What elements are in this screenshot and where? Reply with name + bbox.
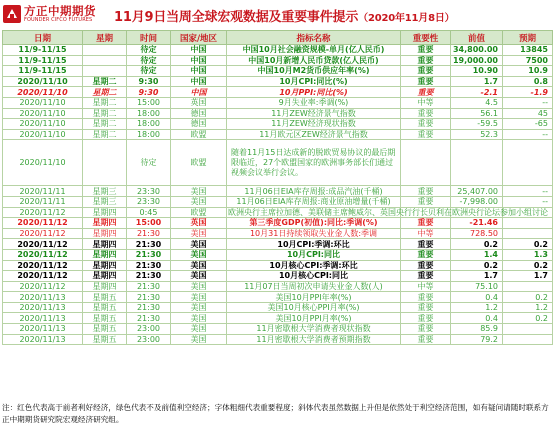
cell-time: 18:00 (127, 129, 171, 140)
cell-forecast: 7500 (503, 55, 553, 66)
cell-date: 2020/11/13 (3, 292, 83, 303)
table-row (3, 207, 553, 218)
title-main: 11月9日当周全球宏观数据及重要事件提示 (114, 10, 359, 25)
cell-region: 美国 (171, 260, 227, 271)
cell-indicator: 11月ZEW经济现状指数 (227, 119, 401, 130)
cell-region: 美国 (171, 313, 227, 324)
cell-indicator: 10月CPI:同比 (227, 249, 401, 260)
cell-date: 2020/11/10 (3, 87, 83, 98)
cell-indicator: 10月CPI:季调:环比 (227, 239, 401, 250)
cell-date: 11/9-11/15 (3, 55, 83, 66)
cell-indicator: 10月PPI:同比(%) (227, 87, 401, 98)
cell-forecast: -- (503, 196, 553, 207)
cell-date: 2020/11/11 (3, 196, 83, 207)
table-row (3, 302, 553, 313)
cell-date: 2020/11/13 (3, 324, 83, 335)
cell-prev: 0.2 (451, 260, 503, 271)
cell-date: 11/9-11/15 (3, 66, 83, 77)
cell-forecast (503, 334, 553, 345)
cell-indicator: 11月欧元区ZEW经济景气指数 (227, 129, 401, 140)
cell-forecast: 0.2 (503, 239, 553, 250)
table-row (3, 281, 553, 292)
cell-indicator: 11月06日EIA库存周报:成品汽油(千桶) (227, 186, 401, 197)
cell-week: 星期四 (83, 271, 127, 282)
cell-time: 21:30 (127, 260, 171, 271)
cell-forecast (503, 228, 553, 239)
cell-time: 待定 (127, 55, 171, 66)
cell-week: 星期二 (83, 87, 127, 98)
table-header-row (3, 31, 553, 45)
cell-time: 21:30 (127, 228, 171, 239)
cell-forecast: 13845 (503, 45, 553, 56)
cell-forecast: -- (503, 97, 553, 108)
cell-week: 星期二 (83, 108, 127, 119)
cell-forecast (503, 140, 553, 186)
cell-indicator: 美国10月PPI年率(%) (227, 292, 401, 303)
cell-importance: 重要 (401, 129, 451, 140)
cell-week: 星期五 (83, 292, 127, 303)
cell-importance: 重要 (401, 55, 451, 66)
cell-week: 星期五 (83, 302, 127, 313)
cell-importance: 重要 (401, 271, 451, 282)
cell-region: 美国 (171, 196, 227, 207)
cell-forecast: -- (503, 186, 553, 197)
cell-week: 星期三 (83, 196, 127, 207)
cell-forecast: 0.2 (503, 292, 553, 303)
cell-forecast: 0.2 (503, 260, 553, 271)
table-row (3, 218, 553, 229)
cell-forecast: 10.9 (503, 66, 553, 77)
cell-prev: 0.4 (451, 292, 503, 303)
table-row (3, 140, 553, 186)
cell-date: 2020/11/10 (3, 97, 83, 108)
cell-region: 美国 (171, 281, 227, 292)
table-row (3, 239, 553, 250)
cell-indicator: 11月06日EIA库存周报:商业原油增量(千桶) (227, 196, 401, 207)
cell-region: 中国 (171, 55, 227, 66)
cell-region: 美国 (171, 324, 227, 335)
cell-week: 星期五 (83, 324, 127, 335)
table-row (3, 313, 553, 324)
cell-indicator: 10月CPI:同比(%) (227, 76, 401, 87)
table-row (3, 186, 553, 197)
cell-time: 21:30 (127, 281, 171, 292)
cell-forecast: -- (503, 129, 553, 140)
cell-importance: 重要 (401, 196, 451, 207)
cell-forecast: -65 (503, 119, 553, 130)
cell-indicator: 中国10月新增人民币贷款(亿人民币) (227, 55, 401, 66)
cell-time: 待定 (127, 45, 171, 56)
cell-forecast: 1.3 (503, 249, 553, 260)
cell-time: 21:30 (127, 313, 171, 324)
cell-importance (401, 140, 451, 186)
cell-importance: 重要 (401, 87, 451, 98)
table-row (3, 129, 553, 140)
cell-time: 23:30 (127, 196, 171, 207)
cell-week: 星期二 (83, 97, 127, 108)
cell-date: 2020/11/12 (3, 207, 83, 218)
cell-forecast: 0.8 (503, 76, 553, 87)
cell-date: 2020/11/10 (3, 108, 83, 119)
cell-indicator: 11月密歇根大学消费者预期指数 (227, 334, 401, 345)
cell-week: 星期二 (83, 119, 127, 130)
cell-region: 英国 (171, 218, 227, 229)
cell-date: 2020/11/13 (3, 313, 83, 324)
cell-week: 星期五 (83, 313, 127, 324)
cell-importance: 重要 (401, 218, 451, 229)
cell-prev: -21.46 (451, 218, 503, 229)
cell-date: 2020/11/10 (3, 76, 83, 87)
table-row (3, 97, 553, 108)
cell-time: 0:45 (127, 207, 171, 218)
cell-region: 美国 (171, 228, 227, 239)
cell-indicator: 中国10月社会融资规模-单月(亿人民币) (227, 45, 401, 56)
cell-prev: 75.10 (451, 281, 503, 292)
table-row (3, 292, 553, 303)
cell-region: 英国 (171, 97, 227, 108)
cell-time: 18:00 (127, 108, 171, 119)
cell-importance: 重要 (401, 260, 451, 271)
cell-week (83, 55, 127, 66)
cell-indicator: 11月密歇根大学消费者现状指数 (227, 324, 401, 335)
cell-importance: 重要 (401, 119, 451, 130)
cell-date: 2020/11/13 (3, 334, 83, 345)
cell-prev: 1.4 (451, 249, 503, 260)
cell-region: 美国 (171, 292, 227, 303)
cell-region: 美国 (171, 249, 227, 260)
cell-date: 2020/11/12 (3, 249, 83, 260)
cell-importance: 中等 (401, 281, 451, 292)
cell-indicator: 11月07日当周初次申请失业金人数(人) (227, 281, 401, 292)
cell-prev (451, 140, 503, 186)
cell-forecast: 45 (503, 108, 553, 119)
cell-importance: 重要 (401, 334, 451, 345)
cell-time: 21:30 (127, 271, 171, 282)
cell-date: 2020/11/12 (3, 271, 83, 282)
table-row (3, 249, 553, 260)
cell-importance: 重要 (401, 292, 451, 303)
cell-time: 23:00 (127, 324, 171, 335)
cell-time: 9:30 (127, 87, 171, 98)
founder-logo-icon (2, 4, 22, 24)
cell-week: 星期二 (83, 76, 127, 87)
col-header-week: 星期 (83, 31, 127, 45)
cell-prev: -2.1 (451, 87, 503, 98)
table-row (3, 55, 553, 66)
cell-date: 2020/11/12 (3, 218, 83, 229)
cell-date: 2020/11/13 (3, 302, 83, 313)
cell-prev: 1.7 (451, 271, 503, 282)
col-header-region: 国家/地区 (171, 31, 227, 45)
table-row (3, 76, 553, 87)
table-row (3, 119, 553, 130)
cell-forecast (503, 281, 553, 292)
col-header-forecast: 预期 (503, 31, 553, 45)
cell-week: 星期四 (83, 281, 127, 292)
table-row (3, 196, 553, 207)
table-row (3, 324, 553, 335)
cell-week: 星期四 (83, 260, 127, 271)
cell-week (83, 66, 127, 77)
cell-prev: 85.9 (451, 324, 503, 335)
cell-region: 美国 (171, 302, 227, 313)
cell-importance: 重要 (401, 76, 451, 87)
cell-week: 星期四 (83, 228, 127, 239)
report-header (0, 0, 554, 30)
cell-indicator: 欧洲央行主席拉加德、美联储主席鲍威尔、英国央行行长贝利在欧洲央行论坛参加小组讨论 (228, 207, 548, 217)
cell-prev: 4.5 (451, 97, 503, 108)
cell-time: 15:00 (127, 218, 171, 229)
cell-importance: 重要 (401, 45, 451, 56)
cell-time: 18:00 (127, 119, 171, 130)
cell-prev: 52.3 (451, 129, 503, 140)
cell-prev: 19,000.00 (451, 55, 503, 66)
footnote: 注：红色代表高于前者利好经济，绿色代表不及前值利空经济；字体粗细代表重要程度；斜体代表虽然数据上升但是依然处于利空经济范围，如有疑问请随时联系方正中期期货研究院宏观经济研究组。 (2, 403, 549, 424)
cell-prev: 79.2 (451, 334, 503, 345)
table-row (3, 228, 553, 239)
cell-week: 星期二 (83, 129, 127, 140)
cell-prev: 0.2 (451, 239, 503, 250)
cell-indicator: 美国10月PPI月率(%) (227, 313, 401, 324)
cell-prev: -7,998.00 (451, 196, 503, 207)
cell-region: 中国 (171, 45, 227, 56)
cell-indicator: 11月ZEW经济景气指数 (227, 108, 401, 119)
cell-forecast: -1.9 (503, 87, 553, 98)
cell-time: 待定 (127, 66, 171, 77)
cell-date: 2020/11/10 (3, 129, 83, 140)
table-row (3, 87, 553, 98)
cell-importance: 重要 (401, 66, 451, 77)
cell-region: 德国 (171, 108, 227, 119)
cell-date: 2020/11/10 (3, 140, 83, 186)
cell-indicator: 10月31日持续领取失业金人数:季调 (227, 228, 401, 239)
cell-importance: 重要 (401, 324, 451, 335)
cell-prev: 728.50 (451, 228, 503, 239)
logo-text-cn: 方正中期期货 (24, 4, 96, 18)
cell-week: 星期四 (83, 239, 127, 250)
cell-time: 15:00 (127, 97, 171, 108)
cell-time: 21:30 (127, 292, 171, 303)
cell-region: 欧盟 (171, 140, 227, 186)
cell-importance: 重要 (401, 249, 451, 260)
cell-date: 2020/11/11 (3, 186, 83, 197)
cell-importance: 重要 (401, 108, 451, 119)
title-date: （2020年11月8日） (358, 13, 455, 24)
cell-prev: 56.1 (451, 108, 503, 119)
cell-prev: 34,800.00 (451, 45, 503, 56)
cell-forecast (503, 324, 553, 335)
cell-date: 2020/11/12 (3, 281, 83, 292)
cell-prev: 1.2 (451, 302, 503, 313)
col-header-importance: 重要性 (401, 31, 451, 45)
logo-text-en: FOUNDER CIFCO FUTURES (24, 17, 93, 23)
cell-importance: 重要 (401, 313, 451, 324)
cell-forecast: 0.2 (503, 313, 553, 324)
cell-forecast: 1.2 (503, 302, 553, 313)
col-header-date: 日期 (3, 31, 83, 45)
cell-region: 欧盟 (171, 129, 227, 140)
cell-indicator: 10月核心CPI:同比 (227, 271, 401, 282)
table-row (3, 260, 553, 271)
cell-date: 2020/11/12 (3, 239, 83, 250)
cell-date: 2020/11/12 (3, 260, 83, 271)
cell-prev: 25,407.00 (451, 186, 503, 197)
cell-importance: 中等 (401, 97, 451, 108)
cell-week: 星期四 (83, 249, 127, 260)
cell-region: 美国 (171, 271, 227, 282)
cell-region: 中国 (171, 87, 227, 98)
cell-region: 欧盟 (171, 207, 227, 218)
cell-region: 美国 (171, 239, 227, 250)
table-row (3, 45, 553, 56)
col-header-time: 时间 (127, 31, 171, 45)
cell-region: 中国 (171, 66, 227, 77)
cell-indicator: 10月核心CPI:季调:环比 (227, 260, 401, 271)
cell-time: 23:30 (127, 186, 171, 197)
cell-time: 21:30 (127, 249, 171, 260)
cell-indicator: 第三季度GDP(初值):同比:季调(%) (227, 218, 401, 229)
table-row (3, 334, 553, 345)
events-table (2, 30, 553, 345)
col-header-name: 指标名称 (227, 31, 401, 45)
cell-date: 11/9-11/15 (3, 45, 83, 56)
page-title (114, 6, 454, 25)
cell-importance: 重要 (401, 302, 451, 313)
cell-forecast (503, 218, 553, 229)
cell-indicator: 中国10月M2货币供应年率(%) (227, 66, 401, 77)
cell-time: 21:30 (127, 239, 171, 250)
cell-importance: 重要 (401, 239, 451, 250)
table-row (3, 66, 553, 77)
cell-time: 待定 (127, 140, 171, 186)
cell-time: 23:00 (127, 334, 171, 345)
cell-prev: -59.5 (451, 119, 503, 130)
cell-week (83, 140, 127, 186)
cell-region: 美国 (171, 334, 227, 345)
cell-region: 中国 (171, 76, 227, 87)
cell-indicator: 9月失业率:季调(%) (227, 97, 401, 108)
cell-indicator: 随着11月15日达成新的脱欧贸易协议的最后期限临近，27个欧盟国家的欧洲事务部长们通过视频会议举行会议。 (227, 140, 401, 186)
company-logo (2, 3, 94, 27)
cell-week: 星期五 (83, 334, 127, 345)
cell-indicator: 美国10月核心PPI月率(%) (227, 302, 401, 313)
col-header-prev: 前值 (451, 31, 503, 45)
cell-prev: 1.7 (451, 76, 503, 87)
table-row (3, 108, 553, 119)
table-row (3, 271, 553, 282)
cell-prev: 10.90 (451, 66, 503, 77)
cell-time: 9:30 (127, 76, 171, 87)
cell-forecast: 1.7 (503, 271, 553, 282)
cell-prev: 0.4 (451, 313, 503, 324)
cell-time: 21:30 (127, 302, 171, 313)
cell-importance: 重要 (401, 186, 451, 197)
cell-week: 星期四 (83, 207, 127, 218)
cell-week (83, 45, 127, 56)
cell-week: 星期三 (83, 186, 127, 197)
cell-importance: 中等 (401, 228, 451, 239)
cell-region: 美国 (171, 186, 227, 197)
cell-date: 2020/11/12 (3, 228, 83, 239)
cell-region: 德国 (171, 119, 227, 130)
cell-date: 2020/11/10 (3, 119, 83, 130)
cell-week: 星期四 (83, 218, 127, 229)
